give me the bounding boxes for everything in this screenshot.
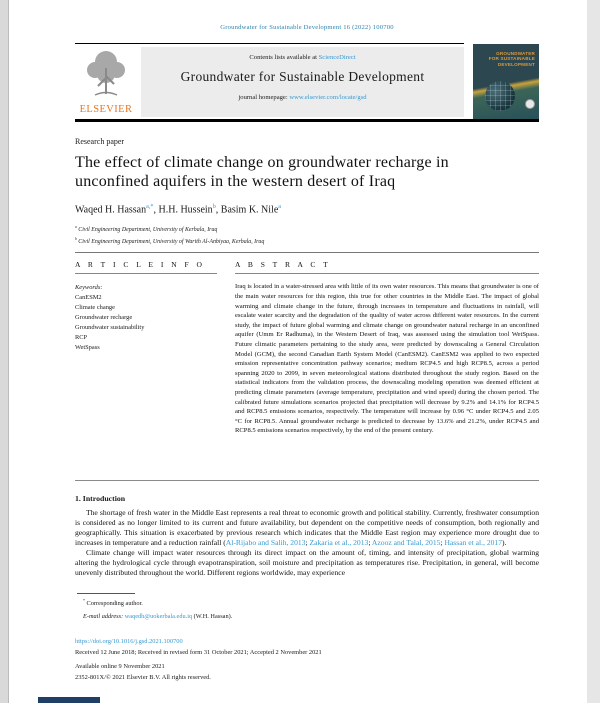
author-name-2: , H.H. Hussein [153, 204, 213, 216]
left-margin-strip [0, 0, 8, 703]
keyword-item: Groundwater sustainability [75, 324, 145, 332]
elsevier-logo [75, 47, 137, 117]
keywords-label: Keywords: [75, 284, 103, 292]
journal-cover-thumbnail [473, 44, 539, 119]
article-info-heading: A R T I C L E I N F O [75, 260, 205, 270]
section-divider-bottom [75, 480, 539, 481]
abstract-heading: A B S T R A C T [235, 260, 331, 270]
abstract-underline [235, 273, 539, 274]
contents-text: Contents lists available at [249, 54, 319, 61]
citation-link-1[interactable]: Al-Rijabo and Salih, 2013 [225, 538, 306, 548]
corresponding-text: Corresponding author. [84, 600, 143, 608]
abstract-text: Iraq is located in a water-stressed area with little of its own water resources. This means that groundwater is one of the main water resources for this region, this true for other countries in the Middle East. The impact of global warming and climate change in the future, through increases in temperature and fluctuations in rainfall, will escalate water scarcity and the degradation of the quality of water across different water resources. In the current study, the impact of future global warming and climate change on groundwater natural recharge in an unconfined aquifer (Umm Er Radhuma), in the Western Desert of Iraq, was assessed using the simulation tool WetSpass. Future climatic parameters pertaining to the study area, were predicted by downscaling a General Circulation Model (GCM), the second Canadian Earth System Model (CanESM2). CanESM2 was applied to two expected emission representative concentration pathway scenarios; medium RCP4.5 and high RCP8.5, across a period spanning 2020 to 2099, in seven meteorological stations distributed throughout the study region. Based on the statistical indicators from the validation process, the downscaling modeling operation was deemed efficient at predicting climate parameters (average temperature, precipitation and wind speed) during the chosen period. The calibrated future simulations scenarios projected that precipitation will decrease by 9.2% and 14.1% for RCP4.5 and RCP8.5 emissions scenarios, respectively. The temperature will increase by 0.96 °C under RCP4.5 and 2.05 °C for RCP8.5. Annual groundwater recharge is predicted to decrease by 13.6% and 21.2%, under RCP4.5 and RCP8.5 emissions scenarios respectively, by the end of the present century. [235, 283, 539, 435]
authors-line [75, 203, 539, 215]
backmatter [75, 637, 539, 682]
citation-link-2[interactable]: Zakaria et al., 2013 [309, 538, 369, 548]
elsevier-wordmark: ELSEVIER [79, 104, 133, 115]
affil-text-a: Civil Engineering Department, University of Kerbala, Iraq [76, 227, 218, 234]
affil-text-b: Civil Engineering Department, University of Warith Al-Anbiyaa, Kerbala, Iraq [76, 238, 265, 245]
affil-sup-b: b [75, 236, 77, 241]
keyword-item: CanESM2 [75, 294, 102, 302]
affiliations [75, 223, 539, 246]
citation-sep-2: ; [368, 538, 372, 548]
keyword-item: Groundwater recharge [75, 314, 133, 322]
affil-sup-a: a [75, 225, 77, 230]
cover-badge-icon [525, 99, 535, 109]
journal-banner [141, 47, 464, 117]
masthead-left [75, 43, 464, 119]
article-info-column [75, 260, 217, 472]
keyword-item: Climate change [75, 304, 115, 312]
intro-p1-text: The shortage of fresh water in the Middle East represents a real threat to economic growth and political stability. Currently, freshwater consumption is considered as no longer limited to its current and future availability, but dependent on the competitive needs of consumption, both regionally and geographically. This situation is exacerbated by previous research which indicates that the Middle East region may experience more drought due to increases in temperature and a reduction rainfall ( [75, 508, 539, 548]
author-sup-2: b [212, 203, 216, 210]
pdf-page [8, 0, 587, 703]
right-margin-strip [587, 0, 600, 703]
author-sup-3: a [278, 203, 282, 210]
contents-line [151, 54, 454, 61]
corresponding-author-note [75, 597, 539, 609]
keywords-block [75, 283, 217, 353]
author-name-3: , Basim K. Nile [215, 204, 279, 216]
homepage-url-link[interactable]: www.elsevier.com/locate/gsd [289, 94, 367, 101]
next-page-edge-bar [38, 697, 100, 703]
email-label: E-mail address: [83, 612, 125, 620]
journal-header-citation: Groundwater for Sustainable Development 16 (2022) 100700 [220, 24, 394, 31]
citation-link-4[interactable]: Hassan et al., 2017 [444, 538, 503, 548]
email-suffix: (W.H. Hassan). [192, 612, 233, 620]
masthead [75, 43, 539, 122]
cover-title-line-2: FOR SUSTAINABLE [488, 56, 535, 62]
footnote-rule [77, 593, 135, 594]
homepage-text: journal homepage: [238, 94, 290, 101]
available-online: Available online 9 November 2021 [75, 663, 165, 671]
affiliation-a [75, 223, 539, 235]
article-info-underline [75, 273, 217, 274]
cover-globe-icon [485, 81, 515, 111]
intro-p1-close: ). [502, 538, 507, 548]
citation-sep-3: ; [440, 538, 445, 548]
doi-link[interactable]: https://doi.org/10.1016/j.gsd.2021.100700 [75, 638, 183, 646]
received-dates: Received 12 June 2018; Received in revised form 31 October 2021; Accepted 2 November 2021 [75, 649, 322, 657]
section-divider-top [75, 252, 539, 253]
citation-link-3[interactable]: Azooz and Talal, 2015 [371, 538, 441, 548]
abstract-column [235, 260, 539, 472]
sciencedirect-link[interactable]: ScienceDirect [318, 54, 356, 61]
intro-paragraph-2: Climate change will impact water resources through its direct impact on the amount of, timing, and intensity of precipitation, global warming altering the hydrological cycle through evapotranspiration, soil moisture and precipitation as temperatures rise. Precipitation, in general, will become unevenly distributed throughout the world. Different regions worldwide, may experience [75, 548, 539, 578]
keyword-item: RCP [75, 334, 88, 342]
copyright-line: 2352-801X/© 2021 Elsevier B.V. All rights reserved. [75, 674, 211, 682]
homepage-line [151, 94, 454, 101]
corresponding-asterisk: * [83, 599, 85, 604]
journal-title: Groundwater for Sustainable Development [180, 69, 425, 84]
cover-title-line-1: GROUNDWATER [496, 51, 535, 56]
author-sup-1: a,* [146, 203, 154, 210]
introduction-heading: 1. Introduction [75, 494, 126, 504]
cover-title-line-3: DEVELOPMENT [497, 61, 535, 67]
intro-paragraph-1 [75, 508, 539, 548]
email-link[interactable]: waqedh@uokerbala.edu.iq [124, 612, 193, 620]
affiliation-b [75, 235, 539, 247]
keyword-item: WetSpass [75, 344, 100, 352]
paper-title: The effect of climate change on groundwater recharge in unconfined aquifers in the western desert of Iraq [75, 154, 449, 190]
email-line [75, 612, 539, 621]
author-name-1: Waqed H. Hassan [75, 204, 147, 216]
article-type-label: Research paper [75, 137, 125, 146]
cover-title [489, 51, 535, 67]
elsevier-tree-icon [81, 48, 131, 103]
citation-sep-1: ; [305, 538, 310, 548]
